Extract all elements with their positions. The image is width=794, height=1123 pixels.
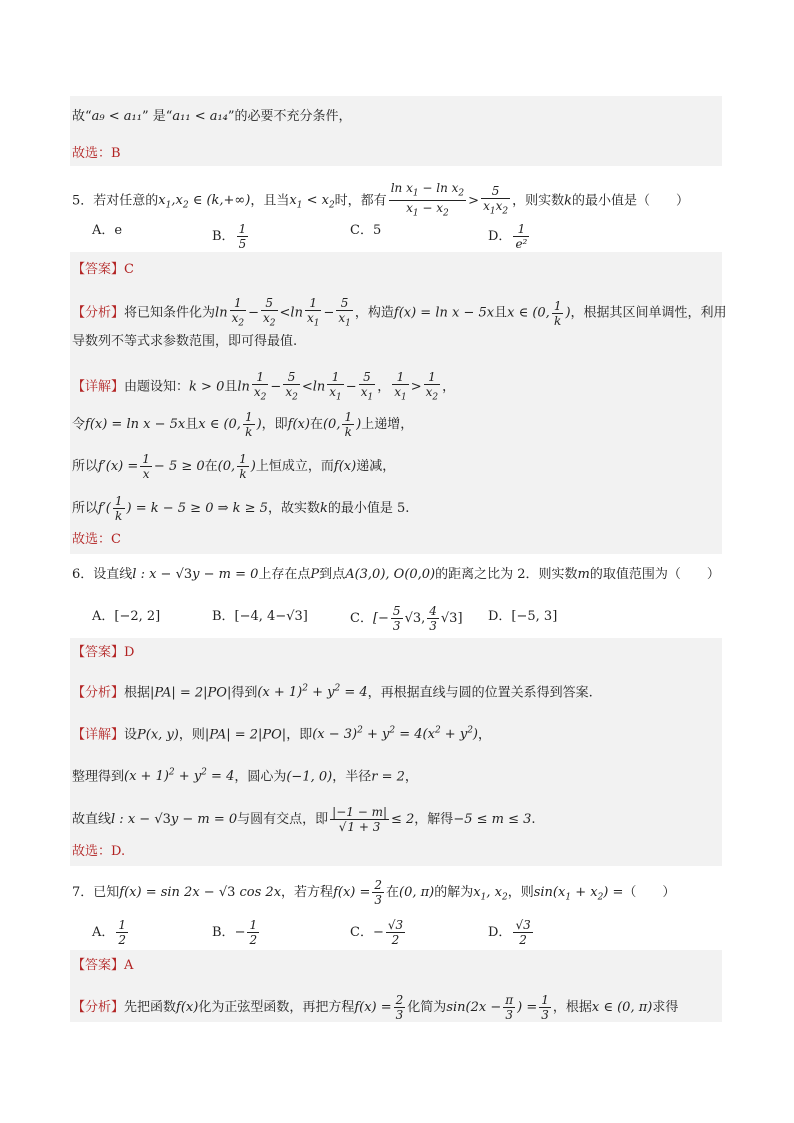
option-a[interactable]: A． $\frac{1}{2}$ (92, 918, 127, 947)
final-choice: 故选：D. (72, 844, 126, 859)
question-stem: 6．设直线l : x − √3y − m = 0上存在点P到点A(3,0), O(0,0)的距离之比为 2．则实数m的取值范围为（ ） (72, 567, 720, 582)
question-stem: 5．若对任意的$x_1,x_2$ ∈ (k,+∞)，且当$x_1 < x_2$时，都有 $\frac{\ln x_1 - \ln x_2}{x_1 - x_2}$ > $\frac{5}{x_1x_2}$ ，则实数k的最小值是（ ） (72, 181, 690, 219)
question-stem: 7．已知f(x) = sin 2x − √3 cos 2x，若方程f(x) = $\frac{2}{3}$ 在(0, π)的解为$x_1$, $x_2$，则$\sin(x_1 + x_2)$ =（ ） (72, 878, 676, 907)
option-b[interactable]: B． $\frac{1}{5}$ (212, 222, 247, 251)
detail-line: 所以f′(x) = $\frac{1}{x}$ − 5 ≥ 0在(0, $\frac{1}{k}$ )上恒成立，而f(x)递减， (72, 452, 396, 481)
analysis-line: 【分析】将已知条件化为ln $\frac{1}{x_2}$ − $\frac{5}{x_2}$ <ln $\frac{1}{x_1}$ − $\frac{5}{x_1}$ ，构造f(x) = ln x − 5x且x ∈ (0, $\frac{1}{k}$ )，根据其区间单调性，利用 (72, 296, 727, 329)
answer-line: 【答案】D (72, 645, 135, 660)
detail-line: 【详解】设P(x, y)，则|PA| = 2|PO|，即$(x - 3)^2 + y^2 = 4(x^2 + y^2)$， (72, 726, 492, 743)
detail-line: 【详解】由题设知：k > 0且ln $\frac{1}{x_2}$ − $\frac{5}{x_2}$ <ln $\frac{1}{x_1}$ − $\frac{5}{x_1}$ ， $\frac{1}{x_1}$ > $\frac{1}{x_2}$ ， (72, 370, 456, 403)
analysis-line: 【分析】先把函数f(x)化为正弦型函数，再把方程f(x) = $\frac{2}{3}$ 化简为sin(2x − $\frac{\pi}{3}$ ) = $\frac{1}{3}$ ，根据x ∈ (0, π)求得 (72, 993, 679, 1022)
detail-line: 故直线l : x − √3y − m = 0与圆有交点，即 $\frac{|-1 - m|}{√1 + 3}$ ≤ 2，解得−5 ≤ m ≤ 3. (72, 805, 536, 834)
answer-line: 【答案】A (72, 958, 134, 973)
option-a[interactable]: A．e (92, 223, 123, 238)
option-d[interactable]: D． $\frac{1}{\text{e²}}$ (488, 222, 528, 251)
option-c[interactable]: C．− $\frac{√3}{2}$ (350, 918, 404, 947)
detail-line: 整理得到$(x + 1)^2 + y^2 = 4$，圆心为(−1, 0)，半径r = 2， (72, 768, 418, 785)
option-d[interactable]: D．[−5, 3] (488, 609, 558, 624)
analysis-line-2: 导数列不等式求参数范围，即可得最值. (72, 334, 298, 349)
option-b[interactable]: B．− $\frac{1}{2}$ (212, 918, 258, 947)
final-choice: 故选：B (72, 146, 121, 161)
answer-line: 【答案】C (72, 262, 134, 277)
analysis-line: 【分析】根据|PA| = 2|PO|得到$(x + 1)^2 + y^2 = 4$，再根据直线与圆的位置关系得到答案. (72, 684, 593, 701)
text-line: 故“a₉ < a₁₁” 是“a₁₁ < a₁₄”的必要不充分条件， (72, 109, 352, 124)
option-c[interactable]: C．5 (350, 223, 382, 238)
option-c[interactable]: C．[− $\frac{5}{3}$ √3, $\frac{4}{3}$ √3] (350, 604, 463, 633)
option-d[interactable]: D． $\frac{√3}{2}$ (488, 918, 531, 947)
option-b[interactable]: B．[−4, 4−√3] (212, 609, 308, 624)
detail-line: 所以f′( $\frac{1}{k}$ ) = k − 5 ≥ 0 ⇒ k ≥ 5，故实数k的最小值是 5. (72, 494, 410, 523)
detail-line: 令f(x) = ln x − 5x且x ∈ (0, $\frac{1}{k}$ )，即f(x)在(0, $\frac{1}{k}$ )上递增， (72, 410, 414, 439)
option-a[interactable]: A．[−2, 2] (92, 609, 161, 624)
final-choice: 故选：C (72, 532, 121, 547)
